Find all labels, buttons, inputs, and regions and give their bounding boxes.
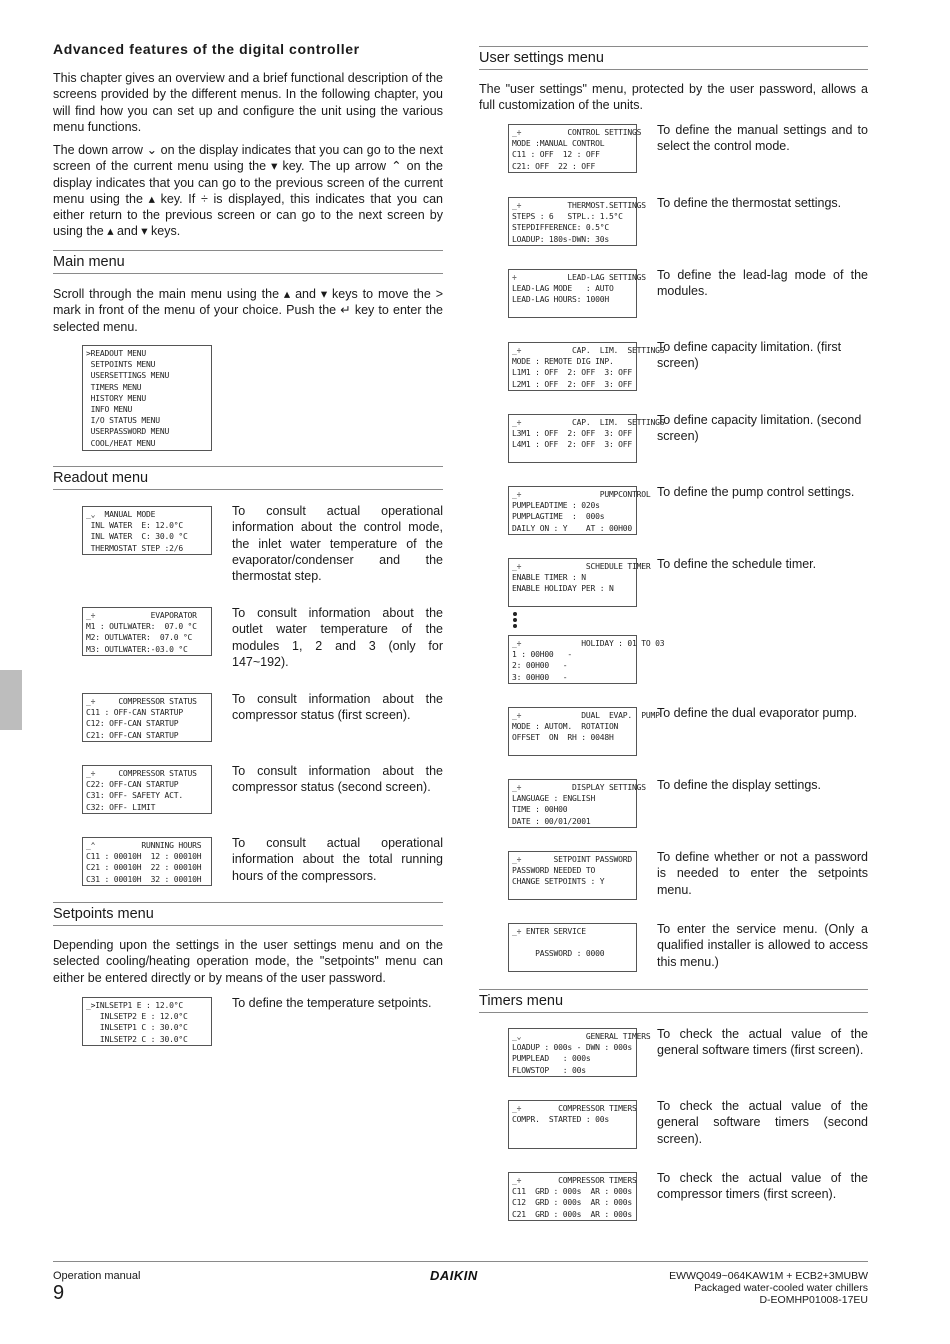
lcd-line: L2M1 : OFF 2: OFF 3: OFF (512, 379, 633, 389)
lcd-line: LEAD-LAG MODE : AUTO (512, 284, 614, 294)
setpoints-lcd (82, 997, 212, 1046)
daikin-logo: DAIKIN (430, 1268, 478, 1283)
lcd-line: COMPR. STARTED : 00s (512, 1115, 609, 1125)
lead-lag-settings-desc: To define the lead-lag mode of the modules. (657, 268, 868, 299)
control-settings-desc: To define the manual settings and to select the control mode. (657, 123, 868, 154)
main-menu-text: Scroll through the main menu using the ▴ and ▾ keys to move the > mark in front of the menu of your choice. Push the ↵ key to enter the selected menu. (53, 287, 443, 334)
readout-desc-3: To consult information about the compressor status (first screen). (232, 692, 443, 723)
lcd-line: _÷ CAP. LIM. SETTINGS (512, 346, 665, 355)
lcd-line: MODE :MANUAL CONTROL (512, 139, 605, 149)
cap-lim-settings-1-lcd (508, 342, 665, 391)
lcd-line: C21 : 00010H 22 : 00010H (86, 863, 202, 873)
lcd-line: _÷ CONTROL SETTINGS (512, 128, 642, 137)
thermostat-settings-lcd (508, 197, 646, 246)
lcd-line: MODE : AUTOM. ROTATION (512, 722, 619, 732)
lcd-line: C31 : 00010H 32 : 00010H (86, 874, 202, 884)
lcd-line: LANGUAGE : ENGLISH (512, 794, 596, 804)
lcd-line: MODE : REMOTE DIG INP. (512, 357, 614, 367)
lcd-line: L3M1 : OFF 2: OFF 3: OFF (512, 429, 633, 439)
footer-model: EWWQ049~064KAW1M + ECB2+3MUBW (669, 1270, 868, 1282)
continuation-dots (513, 612, 519, 630)
lcd-line: _÷ DUAL EVAP. PUMP (512, 711, 660, 720)
lcd-line: C22: OFF-CAN STARTUP (86, 780, 179, 790)
lcd-line: PUMPLAGTIME : 000s (512, 512, 605, 522)
lcd-line: INL WATER C: 30.0 °C (86, 532, 188, 542)
setpoints-desc: To define the temperature setpoints. (232, 996, 432, 1010)
lcd-line: _⌄ GENERAL TIMERS (512, 1032, 651, 1041)
compressor-timers-1-desc: To check the actual value of the compressor timers (first screen). (657, 1171, 868, 1202)
lcd-line: _÷ SETPOINT PASSWORD (512, 855, 633, 864)
compressor-timers-2-lcd (508, 1100, 637, 1149)
thermostat-settings-desc: To define the thermostat settings. (657, 196, 842, 210)
lcd-line: C11 : OFF 12 : OFF (512, 150, 600, 160)
lcd-line: FLOWSTOP : 00s (512, 1065, 586, 1075)
lcd-line: INLSETP2 C : 30.0°C (86, 1034, 188, 1044)
display-settings-desc: To define the display settings. (657, 778, 821, 792)
lcd-line: C31: OFF- SAFETY ACT. (86, 791, 183, 801)
lcd-line: L4M1 : OFF 2: OFF 3: OFF (512, 440, 633, 450)
lcd-line: >READOUT MENU (86, 349, 147, 358)
holiday-lcd (508, 635, 665, 684)
setpoint-password-desc: To define whether or not a password is needed to enter the setpoints menu. (657, 850, 868, 897)
cap-lim-settings-1-desc: To define capacity limitation. (first screen) (657, 340, 842, 371)
lcd-line: _÷ CAP. LIM. SETTINGS (512, 418, 665, 427)
cap-lim-settings-2-desc: To define capacity limitation. (second screen) (657, 413, 862, 444)
lcd-line: C11 : OFF-CAN STARTUP (86, 708, 183, 718)
lcd-line: STEPDIFFERENCE: 0.5°C (512, 223, 609, 233)
lcd-line: INLSETP2 E : 12.0°C (86, 1012, 188, 1022)
lcd-line: INLSETP1 C : 30.0°C (86, 1023, 188, 1033)
general-timers-lcd (508, 1028, 651, 1077)
lcd-line: HISTORY MENU (86, 393, 147, 403)
lcd-line: _÷ ENTER SERVICE (512, 927, 586, 936)
enter-service-desc: To enter the service menu. (Only a qualified installer is allowed to access this menu.) (657, 922, 868, 969)
setpoint-password-lcd (508, 851, 637, 900)
main-menu-heading: Main menu (53, 250, 443, 274)
intro-paragraph-1: This chapter gives an overview and a brief functional description of the screens provided by the different menus. In the following chapter, you will find how you can set up and configure the unit using the various menu functions. (53, 71, 443, 134)
lcd-line: PASSWORD NEEDED TO (512, 866, 596, 876)
readout-desc-2: To consult information about the outlet water temperature of the modules 1, 2 and 3 (only for 147~192). (232, 606, 443, 669)
chapter-title: Advanced features of the digital controller (53, 41, 360, 57)
lcd-line: L1M1 : OFF 2: OFF 3: OFF (512, 368, 633, 378)
lcd-line: _⌃ RUNNING HOURS (86, 841, 202, 850)
main-menu-lcd (82, 345, 212, 451)
timers-menu-heading: Timers menu (479, 989, 868, 1013)
footer-product-type: Packaged water-cooled water chillers (694, 1282, 868, 1294)
lcd-line: INFO MENU (86, 404, 133, 414)
compressor-timers-1-lcd (508, 1172, 637, 1221)
lcd-line: PUMPLEAD : 000s (512, 1054, 591, 1064)
lcd-line: ENABLE HOLIDAY PER : N (512, 584, 614, 594)
lcd-line: THERMOSTAT STEP :2/6 (86, 543, 183, 553)
footer-divider (53, 1261, 868, 1262)
cap-lim-settings-2-lcd (508, 414, 665, 463)
lcd-line: LEAD-LAG HOURS: 1000H (512, 295, 609, 305)
control-settings-lcd (508, 124, 642, 173)
readout-lcd-4 (82, 765, 212, 814)
page-number: 9 (53, 1282, 65, 1304)
lcd-line: COOL/HEAT MENU (86, 438, 156, 448)
lcd-line: C21 GRD : 000s AR : 000s (512, 1209, 633, 1219)
lcd-line: _÷ PUMPCONTROL (512, 490, 651, 499)
lcd-line: 3: 00H00 - (512, 672, 568, 682)
lcd-line: C12: OFF-CAN STARTUP (86, 719, 179, 729)
lcd-line: M1 : OUTLWATER: 07.0 °C (86, 622, 197, 632)
lcd-line: LOADUP: 180s-DWN: 30s (512, 234, 609, 244)
lcd-line: C11 : 00010H 12 : 00010H (86, 852, 202, 862)
lcd-line: _÷ EVAPORATOR (86, 611, 197, 620)
lcd-line: TIME : 00H00 (512, 805, 568, 815)
lcd-line: M3: OUTLWATER:-03.0 °C (86, 644, 188, 654)
lcd-line: DAILY ON : Y AT : 00H00 (512, 523, 633, 533)
lcd-line: _÷ COMPRESSOR TIMERS (512, 1104, 637, 1113)
readout-menu-heading: Readout menu (53, 466, 443, 490)
lcd-line: USERPASSWORD MENU (86, 427, 170, 437)
readout-lcd-1 (82, 506, 212, 555)
lcd-line: C21: OFF-CAN STARTUP (86, 730, 179, 740)
lcd-line: _>INLSETP1 E : 12.0°C (86, 1001, 183, 1010)
readout-desc-4: To consult information about the compressor status (second screen). (232, 764, 443, 795)
lcd-line: ÷ LEAD-LAG SETTINGS (512, 273, 646, 282)
lcd-line: SETPOINTS MENU (86, 360, 156, 370)
lcd-line: PUMPLEADTIME : 020s (512, 501, 600, 511)
lcd-line: _÷ DISPLAY SETTINGS (512, 783, 646, 792)
lcd-line: INL WATER E: 12.0°C (86, 521, 183, 531)
lcd-line: _÷ COMPRESSOR STATUS (86, 697, 197, 706)
lcd-line: CHANGE SETPOINTS : Y (512, 877, 605, 887)
readout-desc-5: To consult actual operational information about the total running hours of the compressors. (232, 836, 443, 883)
display-settings-lcd (508, 779, 646, 828)
lcd-line: C12 GRD : 000s AR : 000s (512, 1198, 633, 1208)
dual-evap-pump-lcd (508, 707, 660, 756)
user-settings-text: The "user settings" menu, protected by the user password, allows a full customization of the units. (479, 82, 868, 113)
setpoints-menu-heading: Setpoints menu (53, 902, 443, 926)
readout-lcd-3 (82, 693, 212, 742)
lcd-line: M2: OUTLWATER: 07.0 °C (86, 633, 193, 643)
lcd-line: _÷ COMPRESSOR STATUS (86, 769, 197, 778)
user-settings-heading: User settings menu (479, 46, 868, 70)
intro-paragraph-2: The down arrow ⌄ on the display indicates that you can go to the next screen of the current menu using the ▾ key. The up arrow ⌃ on the display indicates that you can go to the previous screen of the current menu using the ▴ key. If ÷ is displayed, this indicates that you can either return to the previous screen or can go to the next screen by using the ▴ and ▾ keys. (53, 143, 443, 239)
readout-lcd-2 (82, 607, 212, 656)
footer-manual-label: Operation manual (53, 1270, 141, 1282)
pump-control-lcd (508, 486, 651, 535)
general-timers-desc: To check the actual value of the general software timers (first screen). (657, 1027, 868, 1058)
lcd-line: 1 : 00H00 - (512, 650, 573, 660)
readout-desc-1: To consult actual operational information about the control mode, the inlet water temperature of the evaporator/condenser and the thermostat step. (232, 504, 443, 584)
lcd-line: C11 GRD : 000s AR : 000s (512, 1187, 633, 1197)
enter-service-lcd (508, 923, 637, 972)
lcd-line: _÷ COMPRESSOR TIMERS (512, 1176, 637, 1185)
lcd-line: ENABLE TIMER : N (512, 573, 586, 583)
lcd-line: USERSETTINGS MENU (86, 371, 170, 381)
side-tab-marker (0, 670, 22, 730)
lcd-line: 2: 00H00 - (512, 661, 568, 671)
pump-control-desc: To define the pump control settings. (657, 485, 855, 499)
lcd-line (512, 937, 633, 948)
setpoints-text: Depending upon the settings in the user settings menu and on the selected cooling/heating operation mode, the "setpoints" menu can either be entered directly or by means of the user password. (53, 938, 443, 985)
lcd-line: OFFSET ON RH : 0048H (512, 733, 614, 743)
lcd-line: LOADUP : 000s - DWN : 000s (512, 1043, 633, 1053)
compressor-timers-2-desc: To check the actual value of the general software timers (second screen). (657, 1099, 868, 1146)
schedule-timer-lcd (508, 558, 651, 607)
schedule-timer-desc: To define the schedule timer. (657, 557, 817, 571)
lcd-line: DATE : 00/01/2001 (512, 816, 591, 826)
footer-doc-code: D-EOMHP01008-17EU (759, 1294, 868, 1306)
lead-lag-settings-lcd (508, 269, 646, 318)
lcd-line: C21: OFF 22 : OFF (512, 161, 596, 171)
lcd-line: _⌄ MANUAL MODE (86, 510, 156, 519)
lcd-line: _÷ HOLIDAY : 01 TO 03 (512, 639, 665, 648)
lcd-line: STEPS : 6 STPL.: 1.5°C (512, 212, 623, 222)
dual-evap-pump-desc: To define the dual evaporator pump. (657, 706, 858, 720)
lcd-line: C32: OFF- LIMIT (86, 802, 156, 812)
readout-lcd-5 (82, 837, 212, 886)
lcd-line: _÷ THERMOST.SETTINGS (512, 201, 646, 210)
lcd-line: _÷ SCHEDULE TIMER (512, 562, 651, 571)
lcd-line: TIMERS MENU (86, 382, 142, 392)
lcd-line: PASSWORD : 0000 (512, 949, 605, 959)
lcd-line: I/O STATUS MENU (86, 416, 160, 426)
footer-product-info (669, 1270, 868, 1306)
